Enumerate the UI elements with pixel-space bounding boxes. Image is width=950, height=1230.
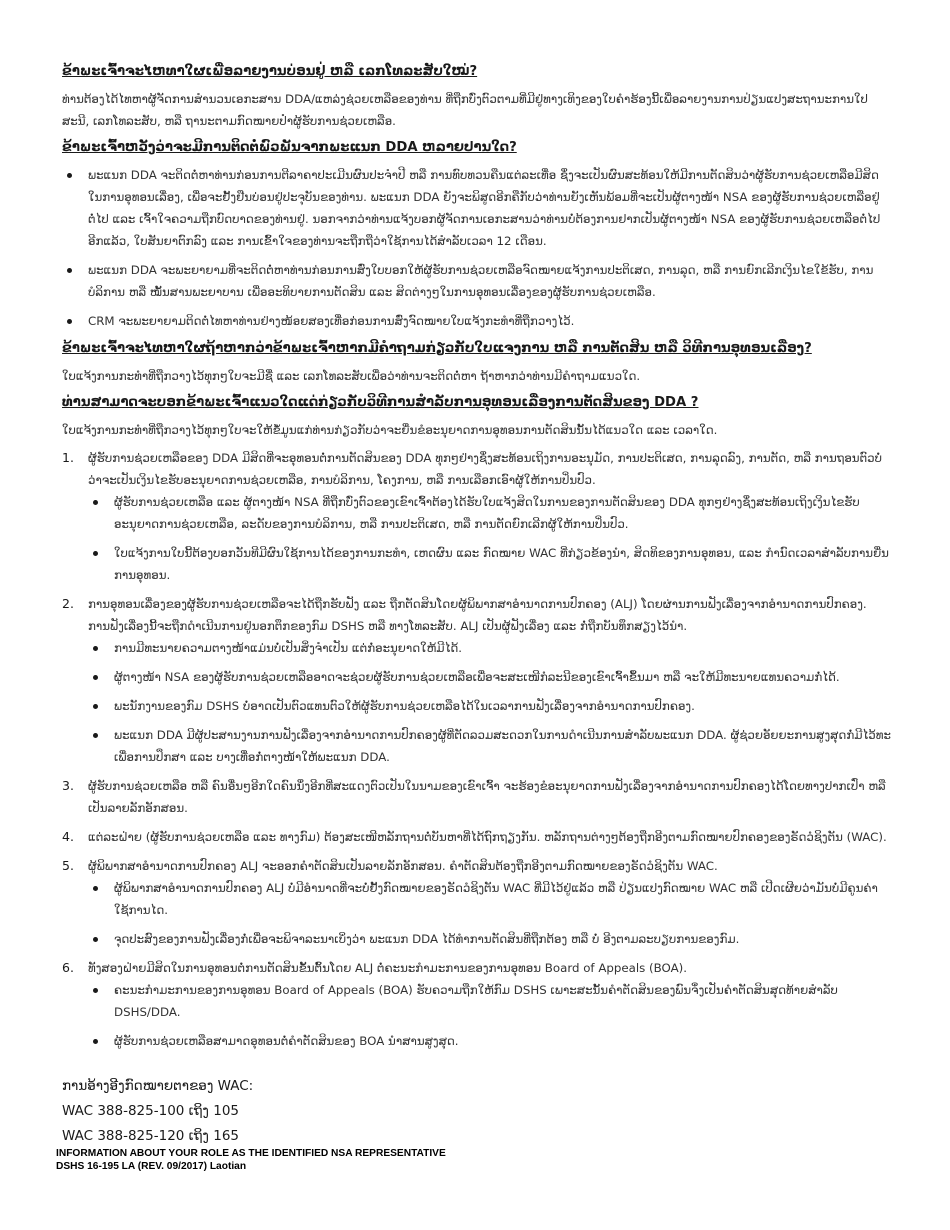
step-text: ຜູ້ພິພາກສາອຳນາດການປົກຄອງ ALJ ຈະອອກຄຳຕັດສິນເປັນລາຍລັກອັກສອນ. ຄຳຕັດສິນຕ້ອງຖືກອີງຕາມກົດໝາຍຂອງຣັດວໍຊິງຕັນ WAC. (88, 859, 718, 873)
bullet-text: ພະແນກ DDA ຈະພະຍາຍາມທີ່ຈະຕິດຕໍ່ຫາທ່ານກ່ອນການສົ່ງໃບບອກໃຫ້ຜູ້ຮັບການຊ່ວຍເຫລືອຈົດໝາຍແຈ້ງການປະຕິເສດ, ການລຸດ, ຫລື ການຍົກເລີກເງິນໄຂໃຂ້ຮັບ, ການບໍລິການ ຫລື ໝັ້ນສານພະຍາບານ ເພື່ອອະທິບາຍການຕັດສິນ ແລະ ສິດຕ່າງໆໃນການອຸທອນເລື່ອງຂອງຜູ້ຮັບການຊ່ວຍເຫລືອ. (88, 263, 874, 299)
bullet-text: CRM ຈະພະຍາຍາມຕິດຕໍ່ໄທຫາທ່ານຢ່າງໜ້ອຍສອງເທື່ອກ່ອນການສົ່ງຈົດໝາຍໃບແຈ້ງກະທຳທີ່ຖືກວາງໄວ້. (88, 314, 575, 328)
list-item (62, 259, 892, 303)
section-heading-questions: ຂ້າພະເຈົ້າຈະໄທຫາໃຜຖ້າຫາກວ່າຂ້າພະເຈົ້າຫາກມີຄຳຖາມກ່ຽວກັບໃບແຈງການ ຫລື ການຕັດສິນ ຫລື ວິທີການອຸທອນເລື່ອງ? (62, 341, 812, 356)
sub-bullet-list (88, 877, 892, 950)
step-number: 4. (62, 829, 74, 844)
bullet-text: ພະນັກງານຂອງກົມ DSHS ບໍ່ອາດເປັນຕົວແທນຕົວໃຫ້ຜູ້ຮັບການຊ່ວຍເຫລືອໄດ້ໃນເວລາການຟັງເລື່ອງຈາກອຳນາດການປົກຄອງ. (114, 699, 695, 713)
step-text: ຜູ້ຮັບການຊ່ວຍເຫລືອຂອງ DDA ມີສິດທີ່ຈະອຸທອນຕໍ່ການຕັດສິນຂອງ DDA ທຸກໆຢ່າງຊຶ່ງສະທ້ອນເຖິງການອະນຸມັດ, ການປະຕິເສດ, ການລຸດລົງ, ການຕັດ, ຫລື ການຖອນຕົວບໍ່ວ່າຈະເປັນເງິນໄຂຮັບອະນຸຍາດການຊ່ວຍເຫລືອ, ການບໍລິການ, ໂຄງການ, ຫລື ການເລືອກເອົາຜູ້ໃຫ້ການປິ່ນປົວ. (88, 451, 882, 487)
form-footer (56, 1147, 446, 1173)
list-item (62, 593, 892, 768)
section-intro-appeal-process: ໃບແຈ້ງການກະທຳທີ່ຖືກວາງໄວ້ທຸກໆໃບຈະໃຫ້ຂໍ້ມູນແກ່ທ່ານກ່ຽວກັບວ່າຈະຍື່ນຂໍອະນຸຍາດການອຸທອນການຕັດສິນນັ້ນໄດ້ແນວໃດ ແລະ ເວລາໃດ. (62, 423, 718, 437)
list-item (88, 1030, 892, 1052)
bullet-text: ພະແນກ DDA ມີຜູ້ປະສານງານການຟັງເລື່ອງຈາກອຳນາດການປົກຄອງຜູ້ທີ່ຕັດລວມສະດວກໃນການດຳເນີນການສຳລັບພະແນກ DDA. ຜູ້ຊ່ວຍອັຍຍະການສູງສຸດກໍ່ມີໄວ້ທະເພື່ອການປຶກສາ ແລະ ບາງເທື່ອກໍ່ຕາງໜ້າໃຫ້ພະແນກ DDA. (114, 728, 891, 764)
section-text-report-address: ທ່ານຕ້ອງໄດ້ໄທຫາຜູ້ຈັດການສຳນວນເອກະສານ DDA/ແຫລ່ງຊ່ວຍເຫລືອຂອງທ່ານ ທີ່ຖືກບົ່ງຕົວຕາມທີ່ມີຢູ່ທາງເທິງຂອງໃບຄຳຮ້ອງນີ້ເພື່ອລາຍງານການປ່ຽນແປງສະຖານະການໃປສະນີ, ເລກໂທລະສັບ, ຫລື ຖານະຕາມກົດໝາຍປຳຜູ້ຮັບການຊ່ວຍເຫລືອ. (62, 92, 868, 128)
reference-line: WAC 388-825-120 ເຖິງ 165 (62, 1128, 240, 1144)
section-text-questions: ໃບແຈ້ງການກະທຳທີ່ຖືກວາງໄວ້ທຸກໆໃບຈະມີຊື່ ແລະ ເລກໂທລະສັບເພື່ອວ່າທ່ານຈະຕິດຕໍ່ຫາ ຖ້າຫາກວ່າທ່ານມີຄຳຖາມແນວໃດ. (62, 369, 641, 383)
contact-bullet-list (62, 164, 892, 332)
list-item (62, 447, 892, 586)
bullet-text: ຜູ້ຮັບການຊ່ວຍເຫລືອສາມາດອຸທອນຕໍ່ຄຳຕັດສິນຂອງ BOA ນຳສານສູງສຸດ. (114, 1034, 459, 1048)
section-heading-report-address: ຂ້າພະເຈົ້າຈະໄຫທາໃຜເພື່ອລາຍງານບ່ອນຢູ່ ຫລື ເລກໂທລະສັບໃໝ່? (62, 64, 478, 79)
step-text: ແຕ່ລະຝ່າຍ (ຜູ້ຮັບການຊ່ວຍເຫລືອ ແລະ ທາງກົມ) ຕ້ອງສະເໜີຫລັກຖານຕໍ່ບັນຫາທີ່ໄດ້ຖົກຖຽງກັນ. ຫລັກຖານຕ່າງໆຕ້ອງຖືກອີງຕາມກົດໝາຍປົກຄອງຂອງຣັດວໍຊິງຕັນ (WAC). (88, 830, 887, 844)
bullet-text: ໃບແຈ້ງການໃບນີ້ຕ້ອງບອກວັນທີມີຜົນໃຊ້ການໄດ້ຂອງການກະທຳ, ເຫດຜົນ ແລະ ກົດໝາຍ WAC ທີ່ກ່ຽວຂ້ອງນຳ, ສິດທິຂອງການອຸທອນ, ແລະ ກຳນົດເວລາສຳລັບການຍື່ນການອຸທອນ. (114, 546, 889, 582)
wac-references (62, 1074, 892, 1149)
bullet-text: ຈຸດປະສົງຂອງການຟັງເລື່ອງກໍ່ເພື່ອຈະພິຈາລະນາເບິ່ງວ່າ ພະແນກ DDA ໄດ້ທຳການຕັດສິນທີ່ຖືກຕ້ອງ ຫລື ບໍ່ ອີງຕາມລະບຽບການຂອງກົມ. (114, 932, 740, 946)
list-item (88, 724, 892, 768)
sub-bullet-list (88, 637, 892, 768)
step-number: 6. (62, 960, 74, 975)
section-heading-appeal-process: ທ່ານສາມາດຈະບອກຂ້າພະເຈົ້າແນວໃດແດ່ກ່ຽວກັບວິທີການສຳລັບການອຸທອນເລື່ອງການຕັດສິນຂອງ DDA ? (62, 395, 699, 410)
list-item (88, 695, 892, 717)
step-number: 3. (62, 778, 74, 793)
list-item (88, 877, 892, 921)
list-item (62, 775, 892, 819)
bullet-text: ພະແນກ DDA ຈະຕິດຕໍ່ຫາທ່ານກ່ອນການຕີລາຄາປະເມີນຜົນປະຈຳປີ ຫລື ການທົບທວນຄືນແຕ່ລະເທື່ອ ຊຶ່ງຈະເປັນຜົນສະທ້ອນໃຫ້ມີການຕັດສິນວ່າຜູ້ຮັບການຊ່ວຍເຫລືອມີສິດໃນການອຸທອນເລື່ອງ, ເພື່ອຈະຢັ້ງຢືນບ່ອນຢູ່ປະຈຸບັນຂອງທ່ານ. ພະແນກ DDA ຍັງຈະພິສູດອີກຄືກັບວ່າທ່ານຍັງເຫັນພ້ອມທີ່ຈະເປັນຜູ້ຕາງໜ້າ NSA ຂອງຜູ້ຮັບການຊ່ວຍເຫລືອຢູ່ຕໍ່ໄປ ແລະ ເຈົ້າໃຈຄວາມຖືກບົດບາດຂອງທ່ານຢູ່. ນອກຈາກວ່າທ່ານແຈ້ງບອກຜູ້ຈັດການເອກະສານວ່າທ່ານບໍ່ຕ້ອງການຢາກເປັນຜູ້ຕາງໜ້າ NSA ຂອງຜູ້ຮັບການຊ່ວຍເຫລືອຕໍ່ໄປອີກແລ້ວ, ໃບສັນຍາຕົກລົງ ແລະ ການເຂົ້າໃຈຂອງທ່ານຈະຖືກຖືວ່າໃຊ້ການໄດ້ສຳລັບເວລາ 12 ເດືອນ. (88, 168, 881, 248)
list-item (88, 979, 892, 1023)
bullet-text: ຜູ້ພິພາກສາອຳນາດການປົກຄອງ ALJ ບໍ່ມີອຳນາດທີ່ຈະບໍ່ຢັ້ງກົດໝາຍຂອງຣັດວໍຊິງຕັນ WAC ທີ່ມີໄວ້ຢູ່ແລ້ວ ຫລື ປ່ຽນແປງກົດໝາຍ WAC ຫລື ເປີດເຜີຍວ່າມັນບໍ່ມີຄູນຄ່າໃຊ້ການໄດ. (114, 881, 878, 917)
form-number: DSHS 16-195 LA (REV. 09/2017) Laotian (56, 1161, 247, 1172)
bullet-text: ຜູ້ຕາງໜ້າ NSA ຂອງຜູ້ຮັບການຊ່ວຍເຫລືອອາດຈະຊ່ວຍຜູ້ຮັບການຊ່ວຍເຫລືອເພື່ອຈະສະເໜີກໍລະນີຂອງເຂົາເຈົ້າຂຶ້ນມາ ຫລື ຈະໃຫ້ມີທະນາຍແທນຄວາມກໍ່ໄດ້. (114, 670, 840, 684)
list-item (62, 164, 892, 252)
step-text: ການອຸທອນເລື່ອງຂອງຜູ້ຮັບການຊ່ວຍເຫລືອຈະໄດ້ຖືກຮັບຟັງ ແລະ ຖືກຕັດສິນໂດຍຜູ້ພິພາກສາອຳນາດການປົກຄອງ (ALJ) ໂດຍຜ່ານການຟັງເລື່ອງຈາກອຳນາດການປົກຄອງ. ການຟັງເລື່ອງນີ້ຈະຖືກດຳເນີນການຢູ່ນອກຕຶກຂອງກົມ DSHS ຫລື ທາງໂທລະສັບ. ALJ ເປັນຜູ້ຟັງເລື່ອງ ແລະ ກໍ່ຖືກບັນທຶກສຽງໄວ້ນຳ. (88, 597, 867, 633)
bullet-text: ຜູ້ຮັບການຊ່ວຍເຫລືອ ແລະ ຜູ້ຕາງໜ້າ NSA ທີ່ຖືກບົ່ງຕົວຂອງເຂົາເຈົ້າຕ້ອງໄດ້ຮັບໃບແຈ້ງສິດໃນການຂອງການຕັດສິນຂອງ DDA ທຸກໆຢ່າງຊຶ່ງສະທ້ອນເຖິງເງິນໄຂຮັບອະນຸຍາດການຊ່ວຍເຫລືອ, ລະດັບຂອງການບໍລິການ, ຫລື ການປະຕິເສດ, ຫລື ການຕັດຍົກເລີກຜູ້ໃຫ້ການປິ່ນປົວ. (114, 495, 860, 531)
step-number: 5. (62, 858, 74, 873)
step-number: 1. (62, 450, 74, 465)
list-item (88, 666, 892, 688)
step-text: ຜູ້ຮັບການຊ່ວຍເຫລືອ ຫລື ຄົນອື່ນໆອີກໃດຄົນນຶ່ງອີກທີ່ສະແດງຕົວເປັນໃນນາມຂອງເຂົາເຈົ້າ ຈະຮ້ອງຂໍອະນຸຍາດການຟັງເລື່ອງຈາກອຳນາດການປົກຄອງໄດ້ໂດຍທາງປາກເປົ່າ ຫລື ເປັນລາຍລັກອັກສອນ. (88, 779, 886, 815)
bullet-text: ຄະນະກຳມະການຂອງການອຸທອນ Board of Appeals (BOA) ຮັບຄວາມຖືກໃຫ້ກົມ DSHS ເພາະສະນັ້ນຄຳຕັດສິນຂອງພົນຈຶ່ງເປັນຄຳຕັດສິນສຸດທ້າຍສຳລັບ DSHS/DDA. (114, 983, 838, 1019)
bullet-text: ການມີທະນາຍຄວາມຕາງໜ້າແມ່ນບໍ່ເປັນສິ່ງຈຳເປັນ ແຕ່ກໍ່ອະນຸຍາດໃຫ້ມີໄດ້. (114, 641, 463, 655)
list-item (62, 855, 892, 950)
list-item (62, 957, 892, 1052)
footer-title: INFORMATION ABOUT YOUR ROLE AS THE IDENTIFIED NSA REPRESENTATIVE (56, 1148, 446, 1159)
appeal-steps-list (62, 447, 892, 1052)
sub-bullet-list (88, 979, 892, 1052)
step-number: 2. (62, 596, 74, 611)
section-heading-contact-frequency: ຂ້າພະເຈົ້າຫວັງວ່າຈະມີການຕິດຕໍ່ພົວພັນຈາກພະແນກ DDA ຫລາຍປານໃດ? (62, 140, 517, 155)
reference-line: WAC 388-825-100 ເຖິງ 105 (62, 1103, 240, 1119)
list-item (88, 542, 892, 586)
list-item (88, 928, 892, 950)
step-text: ທັງສອງຝ່າຍມີສິດໃນການອຸທອນຕໍ່ການຕັດສິນຂັ້ນຕົ້ນໂດຍ ALJ ຕໍ່ຄະນະກຳມະການຂອງການອຸທອນ Board of Appeals (BOA). (88, 961, 688, 975)
list-item (88, 491, 892, 535)
document-page (62, 58, 892, 1149)
references-title: ການອ້າງອີງກົດໝາຍຕາຂອງ WAC: (62, 1078, 254, 1094)
list-item (88, 637, 892, 659)
list-item (62, 310, 892, 332)
list-item (62, 826, 892, 848)
sub-bullet-list (88, 491, 892, 586)
